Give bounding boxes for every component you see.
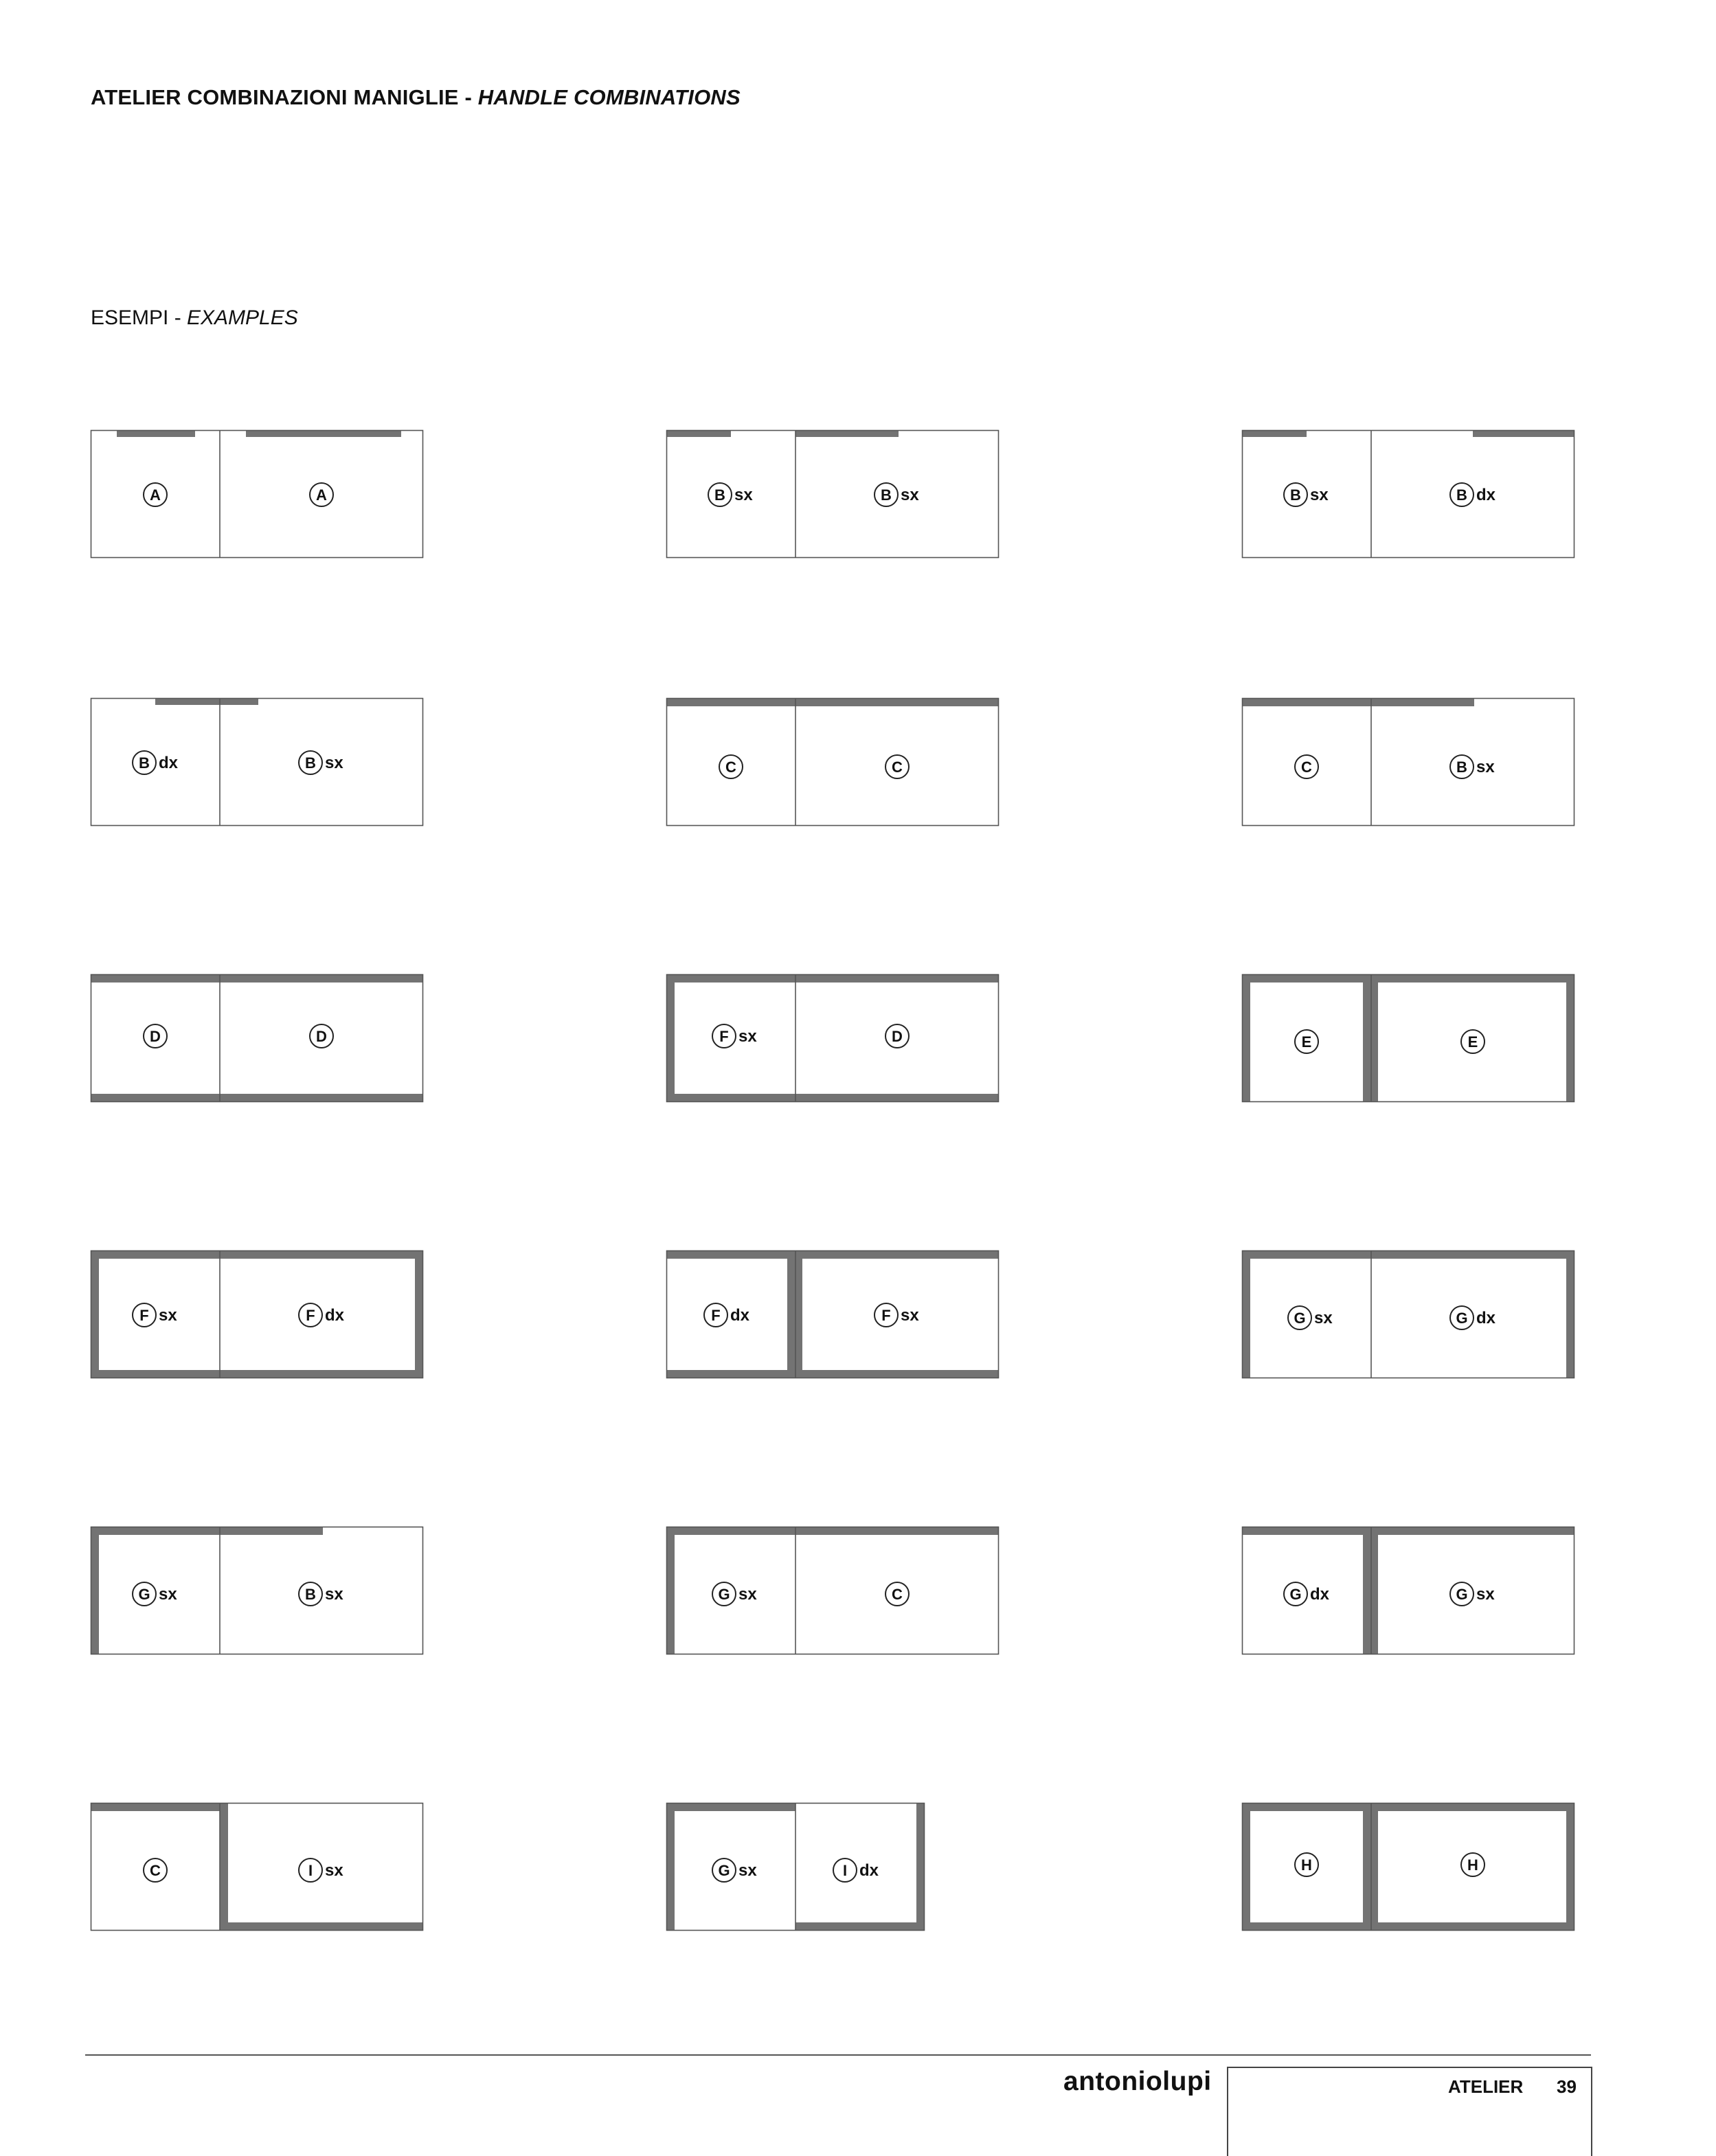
handle-bar	[666, 1803, 675, 1931]
example-2	[666, 430, 999, 558]
door-code: B	[1290, 486, 1301, 504]
door-side: sx	[1310, 486, 1329, 504]
example-6	[1242, 698, 1574, 826]
cabinet-outline	[91, 1804, 423, 1931]
door-side: dx	[325, 1306, 345, 1325]
handle-bar	[787, 1250, 802, 1378]
handle-bar	[1242, 1527, 1574, 1535]
footer-section-name: ATELIER	[1448, 2076, 1524, 2097]
door-code: C	[150, 1862, 161, 1879]
door-code: E	[1467, 1033, 1478, 1051]
example-16	[91, 1803, 423, 1931]
door-code: C	[892, 759, 903, 776]
handle-bar	[1242, 1803, 1250, 1931]
handle-bar	[91, 1527, 99, 1654]
handle-bar	[415, 1250, 423, 1378]
handle-bar	[91, 1527, 323, 1535]
cabinet-outline	[1243, 1804, 1574, 1931]
door-code: F	[711, 1307, 721, 1324]
door-code: B	[1456, 759, 1467, 776]
handle-bar	[1566, 1250, 1574, 1378]
handle-bar	[666, 1250, 999, 1259]
handle-bar	[155, 698, 258, 705]
door-side: sx	[1476, 1585, 1495, 1604]
door-side: dx	[730, 1306, 750, 1325]
door-code: C	[725, 759, 736, 776]
handle-bar	[666, 1094, 999, 1102]
door-side: sx	[901, 486, 919, 504]
cabinet-outline	[667, 699, 999, 826]
door-code: H	[1467, 1856, 1478, 1874]
door-code: H	[1301, 1856, 1312, 1874]
example-14	[666, 1527, 999, 1654]
door-side: sx	[738, 1861, 757, 1880]
door-side: dx	[859, 1861, 879, 1880]
handle-bar	[666, 974, 675, 1102]
door-side: sx	[1476, 758, 1495, 776]
footer-box	[1227, 2067, 1592, 2156]
handle-bar	[91, 1250, 423, 1259]
cabinet-outline	[91, 431, 423, 558]
handle-bar	[666, 430, 731, 437]
door-side: sx	[734, 486, 753, 504]
handle-bar	[795, 430, 899, 437]
door-code: C	[892, 1586, 903, 1603]
example-13	[91, 1527, 423, 1654]
section-label-italian: ESEMPI -	[91, 306, 188, 329]
door-side: dx	[1476, 1309, 1496, 1327]
door-side: sx	[325, 1585, 343, 1604]
handle-bar	[246, 430, 401, 437]
handle-bar	[1363, 1527, 1378, 1654]
example-11	[666, 1250, 999, 1378]
door-code: D	[150, 1028, 161, 1045]
door-side: dx	[1476, 486, 1496, 504]
handle-bar	[1242, 1922, 1574, 1931]
handle-bar	[91, 974, 423, 982]
handle-bar	[220, 1803, 228, 1931]
handle-bar	[1566, 974, 1574, 1102]
cabinet-outline	[1243, 975, 1574, 1102]
door-code: E	[1301, 1033, 1312, 1051]
handle-bar	[666, 974, 999, 982]
door-code: A	[150, 486, 161, 504]
door-side: sx	[738, 1027, 757, 1046]
handle-bar	[1242, 1250, 1574, 1259]
door-code: C	[1301, 759, 1312, 776]
door-code: G	[1456, 1586, 1468, 1603]
handle-bar	[1363, 974, 1378, 1102]
door-side: dx	[159, 754, 179, 772]
door-code: B	[1456, 486, 1467, 504]
handle-bar	[795, 1922, 925, 1931]
handle-bar	[916, 1803, 925, 1931]
door-side: sx	[159, 1585, 177, 1604]
handle-bar	[1242, 1250, 1250, 1378]
handle-bar	[1473, 430, 1574, 437]
footer-rule	[85, 2054, 1591, 2056]
example-18	[1242, 1803, 1574, 1931]
example-8	[666, 974, 999, 1102]
handle-bar	[117, 430, 195, 437]
door-code: B	[881, 486, 892, 504]
door-code: F	[719, 1028, 729, 1045]
door-code: A	[316, 486, 327, 504]
handle-bar	[1242, 1803, 1574, 1811]
door-code: F	[881, 1307, 891, 1324]
door-code: G	[138, 1586, 150, 1603]
example-17	[666, 1803, 925, 1931]
handle-bar	[1242, 974, 1250, 1102]
handle-bar	[666, 698, 999, 706]
handle-bar	[91, 1803, 220, 1811]
handle-bar	[91, 1370, 423, 1378]
example-4	[91, 698, 423, 826]
brand-logo: antoniolupi	[1063, 2067, 1212, 2096]
example-5	[666, 698, 999, 826]
door-code: B	[714, 486, 725, 504]
door-code: D	[892, 1028, 903, 1045]
door-code: B	[305, 1586, 316, 1603]
handle-bar	[666, 1803, 795, 1811]
handle-bar	[91, 1094, 423, 1102]
handle-bar	[1242, 698, 1474, 706]
example-7	[91, 974, 423, 1102]
handle-bar	[1363, 1803, 1378, 1931]
handle-bar	[91, 1250, 99, 1378]
door-side: sx	[159, 1306, 177, 1325]
handle-bar	[220, 1922, 423, 1931]
door-side: sx	[1314, 1309, 1333, 1327]
cabinet-outline	[1243, 699, 1574, 826]
handle-bar	[1242, 974, 1574, 982]
door-side: dx	[1310, 1585, 1330, 1604]
door-code: I	[308, 1862, 313, 1879]
handle-bar	[666, 1527, 675, 1654]
door-code: G	[718, 1586, 730, 1603]
door-side: sx	[325, 754, 343, 772]
door-side: sx	[738, 1585, 757, 1604]
handle-bar	[1242, 430, 1307, 437]
handle-bar	[666, 1527, 999, 1535]
door-code: F	[139, 1307, 149, 1324]
door-code: G	[718, 1862, 730, 1879]
door-code: D	[316, 1028, 327, 1045]
page-number: 39	[1557, 2076, 1577, 2097]
example-15	[1242, 1527, 1574, 1654]
door-code: F	[306, 1307, 315, 1324]
door-code: G	[1289, 1586, 1302, 1603]
door-side: sx	[901, 1306, 919, 1325]
door-code: I	[842, 1862, 848, 1879]
example-1	[91, 430, 423, 558]
door-code: B	[139, 754, 150, 772]
door-code: B	[305, 754, 316, 772]
door-code: G	[1456, 1310, 1468, 1327]
title-english: HANDLE COMBINATIONS	[477, 85, 741, 109]
cabinet-outline	[91, 975, 423, 1102]
handle-bar	[1566, 1803, 1574, 1931]
door-code: G	[1294, 1310, 1306, 1327]
door-side: sx	[325, 1861, 343, 1880]
example-3	[1242, 430, 1574, 558]
handle-bar	[666, 1370, 999, 1378]
example-9	[1242, 974, 1574, 1102]
example-12	[1242, 1250, 1574, 1378]
section-label-english: EXAMPLES	[187, 306, 298, 329]
example-10	[91, 1250, 423, 1378]
title-italian: ATELIER COMBINAZIONI MANIGLIE -	[91, 85, 478, 109]
